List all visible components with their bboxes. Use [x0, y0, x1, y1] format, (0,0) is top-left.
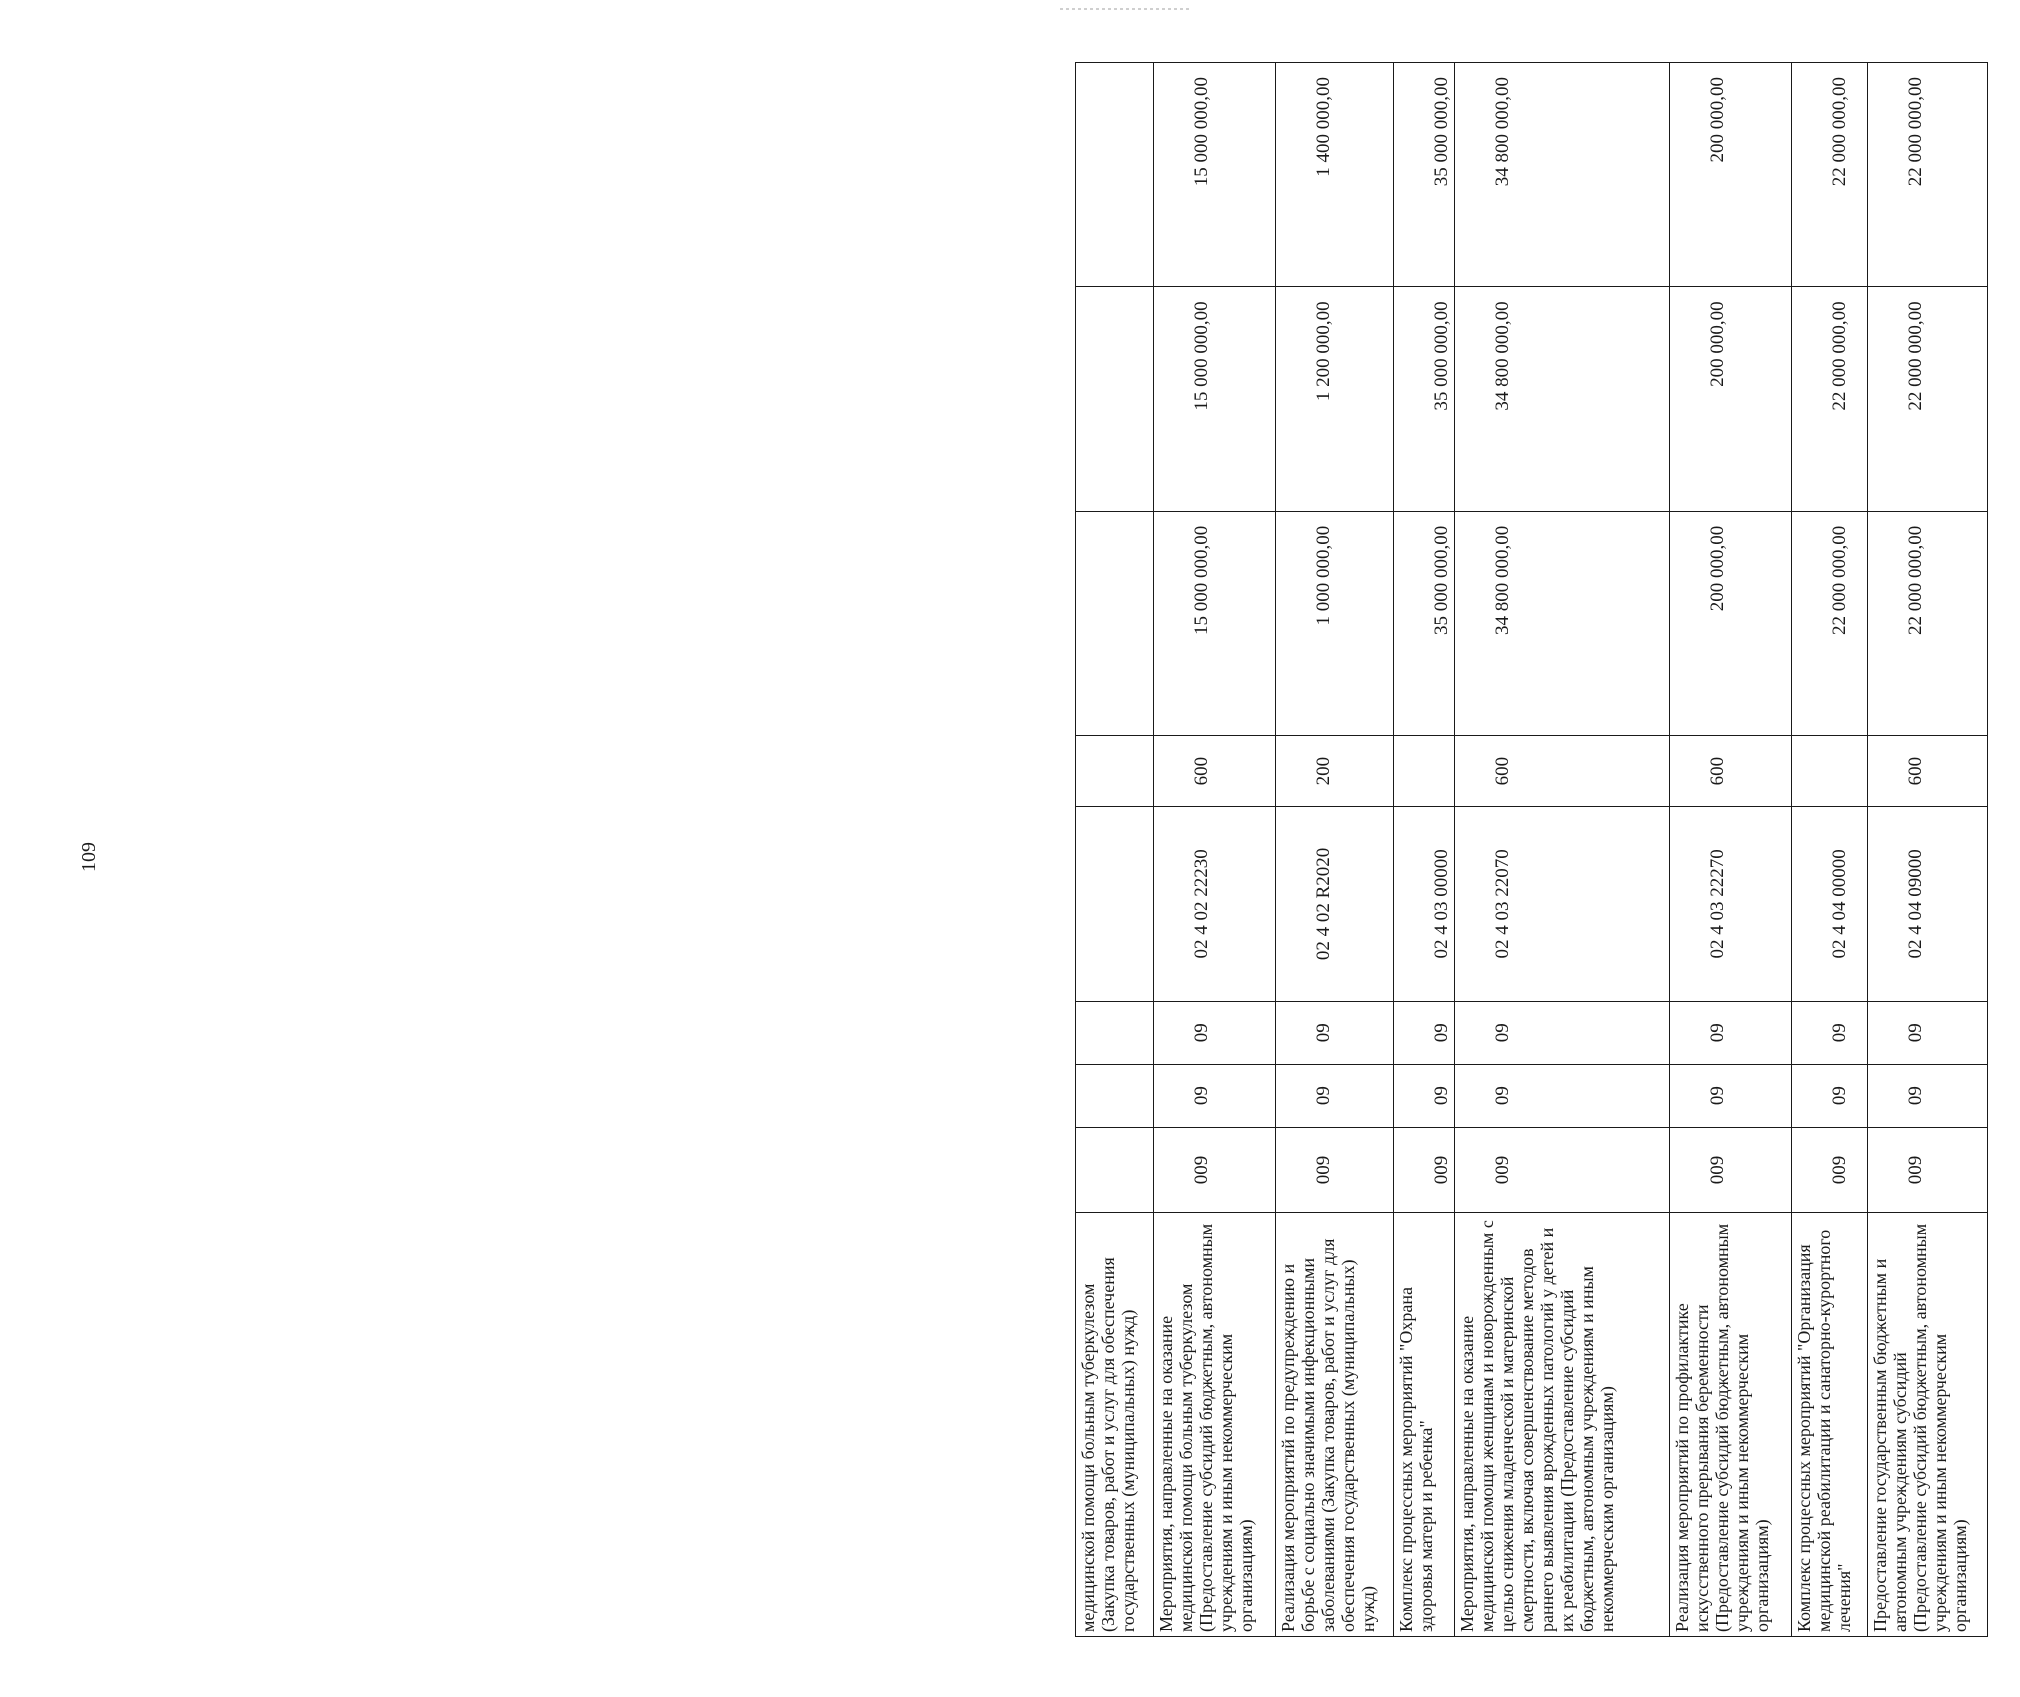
- csr-cell: 02 4 03 22070: [1455, 807, 1670, 1002]
- csr-cell: [1076, 807, 1154, 1002]
- vr-cell: 200: [1276, 736, 1394, 807]
- pr-cell: 09: [1154, 1001, 1276, 1064]
- csr-cell: 02 4 04 00000: [1792, 807, 1868, 1002]
- csr-cell: 02 4 03 00000: [1394, 807, 1455, 1002]
- rz-cell: 09: [1670, 1064, 1792, 1127]
- row-name-cell: медицинской помощи больным туберкулезом (Закупка товаров, работ и услуг для обеспечения государственных (муниципальных) нужд): [1076, 1213, 1154, 1637]
- pr-cell: 09: [1276, 1001, 1394, 1064]
- csr-cell: 02 4 04 09000: [1868, 807, 1988, 1002]
- grbs-cell: [1076, 1127, 1154, 1213]
- budget-table: [1075, 62, 1988, 1637]
- rz-cell: 09: [1276, 1064, 1394, 1127]
- row-name-cell: Комплекс процессных мероприятий "Организация медицинской реабилитации и санаторно-курортного лечения": [1792, 1213, 1868, 1637]
- row-name-cell: Реализация мероприятий по предупреждению и борьбе с социально значимыми инфекционными заболеваниями (Закупка товаров, работ и услуг для обеспечения государственных (муниципальных) нужд): [1276, 1213, 1394, 1637]
- sum-year1-cell: 34 800 000,00: [1455, 511, 1670, 735]
- table-row: [1792, 63, 1868, 1637]
- grbs-cell: 009: [1670, 1127, 1792, 1213]
- vr-cell: 600: [1154, 736, 1276, 807]
- vr-cell: 600: [1455, 736, 1670, 807]
- row-name-cell: Мероприятия, направленные на оказание медицинской помощи женщинам и новорожденным с целью снижения младенческой и материнской смертности, включая совершенствование методов раннего выявления врожденных патологий у детей и их реабилитации (Предоставление субсидий бюджетным, автономным учреждениям и иным некоммерческим организациям): [1455, 1213, 1670, 1637]
- row-name-cell: Комплекс процессных мероприятий "Охрана здоровья матери и ребенка": [1394, 1213, 1455, 1637]
- table-row: [1670, 63, 1792, 1637]
- sum-year2-cell: 35 000 000,00: [1394, 287, 1455, 511]
- grbs-cell: 009: [1394, 1127, 1455, 1213]
- csr-cell: 02 4 02 22230: [1154, 807, 1276, 1002]
- sum-year3-cell: 34 800 000,00: [1455, 63, 1670, 287]
- csr-cell: 02 4 03 22270: [1670, 807, 1792, 1002]
- table-row: [1154, 63, 1276, 1637]
- grbs-cell: 009: [1154, 1127, 1276, 1213]
- grbs-cell: 009: [1455, 1127, 1670, 1213]
- sum-year2-cell: [1076, 287, 1154, 511]
- sum-year1-cell: [1076, 511, 1154, 735]
- rz-cell: 09: [1792, 1064, 1868, 1127]
- table-row: [1394, 63, 1455, 1637]
- pr-cell: 09: [1455, 1001, 1670, 1064]
- sum-year2-cell: 15 000 000,00: [1154, 287, 1276, 511]
- sum-year3-cell: 15 000 000,00: [1154, 63, 1276, 287]
- sum-year3-cell: 200 000,00: [1670, 63, 1792, 287]
- sum-year2-cell: 22 000 000,00: [1792, 287, 1868, 511]
- vr-cell: [1076, 736, 1154, 807]
- table-body: [1076, 63, 1988, 1637]
- vr-cell: 600: [1670, 736, 1792, 807]
- sum-year3-cell: [1076, 63, 1154, 287]
- sum-year2-cell: 1 200 000,00: [1276, 287, 1394, 511]
- row-name-cell: Мероприятия, направленные на оказание медицинской помощи больным туберкулезом (Предоставление субсидий бюджетным, автономным учреждениям и иным некоммерческим организациям): [1154, 1213, 1276, 1637]
- scan-artifact: [1060, 8, 1190, 10]
- grbs-cell: 009: [1276, 1127, 1394, 1213]
- vr-cell: [1792, 736, 1868, 807]
- rz-cell: 09: [1455, 1064, 1670, 1127]
- table-row: [1868, 63, 1988, 1637]
- sum-year3-cell: 22 000 000,00: [1792, 63, 1868, 287]
- grbs-cell: 009: [1792, 1127, 1868, 1213]
- grbs-cell: 009: [1868, 1127, 1988, 1213]
- sum-year1-cell: 35 000 000,00: [1394, 511, 1455, 735]
- vr-cell: [1394, 736, 1455, 807]
- sum-year1-cell: 22 000 000,00: [1792, 511, 1868, 735]
- csr-cell: 02 4 02 R2020: [1276, 807, 1394, 1002]
- rz-cell: 09: [1154, 1064, 1276, 1127]
- page-number: 109: [78, 842, 100, 872]
- table-row: [1455, 63, 1670, 1637]
- sum-year1-cell: 15 000 000,00: [1154, 511, 1276, 735]
- sum-year3-cell: 22 000 000,00: [1868, 63, 1988, 287]
- sum-year3-cell: 35 000 000,00: [1394, 63, 1455, 287]
- sum-year3-cell: 1 400 000,00: [1276, 63, 1394, 287]
- sum-year1-cell: 200 000,00: [1670, 511, 1792, 735]
- row-name-cell: Реализация мероприятий по профилактике искусственного прерывания беременности (Предоставление субсидий бюджетным, автономным учреждениям и иным некоммерческим организациям): [1670, 1213, 1792, 1637]
- sum-year2-cell: 200 000,00: [1670, 287, 1792, 511]
- pr-cell: [1076, 1001, 1154, 1064]
- sum-year1-cell: 1 000 000,00: [1276, 511, 1394, 735]
- sum-year2-cell: 34 800 000,00: [1455, 287, 1670, 511]
- sum-year2-cell: 22 000 000,00: [1868, 287, 1988, 511]
- row-name-cell: Предоставление государственным бюджетным и автономным учреждениям субсидий (Предоставление субсидий бюджетным, автономным учреждениям и иным некоммерческим организациям): [1868, 1213, 1988, 1637]
- pr-cell: 09: [1394, 1001, 1455, 1064]
- pr-cell: 09: [1792, 1001, 1868, 1064]
- pr-cell: 09: [1670, 1001, 1792, 1064]
- vr-cell: 600: [1868, 736, 1988, 807]
- rz-cell: [1076, 1064, 1154, 1127]
- table-row: [1276, 63, 1394, 1637]
- table-row: [1076, 63, 1154, 1637]
- pr-cell: 09: [1868, 1001, 1988, 1064]
- sum-year1-cell: 22 000 000,00: [1868, 511, 1988, 735]
- rz-cell: 09: [1868, 1064, 1988, 1127]
- rotated-page-content: [1075, 62, 2020, 1637]
- rz-cell: 09: [1394, 1064, 1455, 1127]
